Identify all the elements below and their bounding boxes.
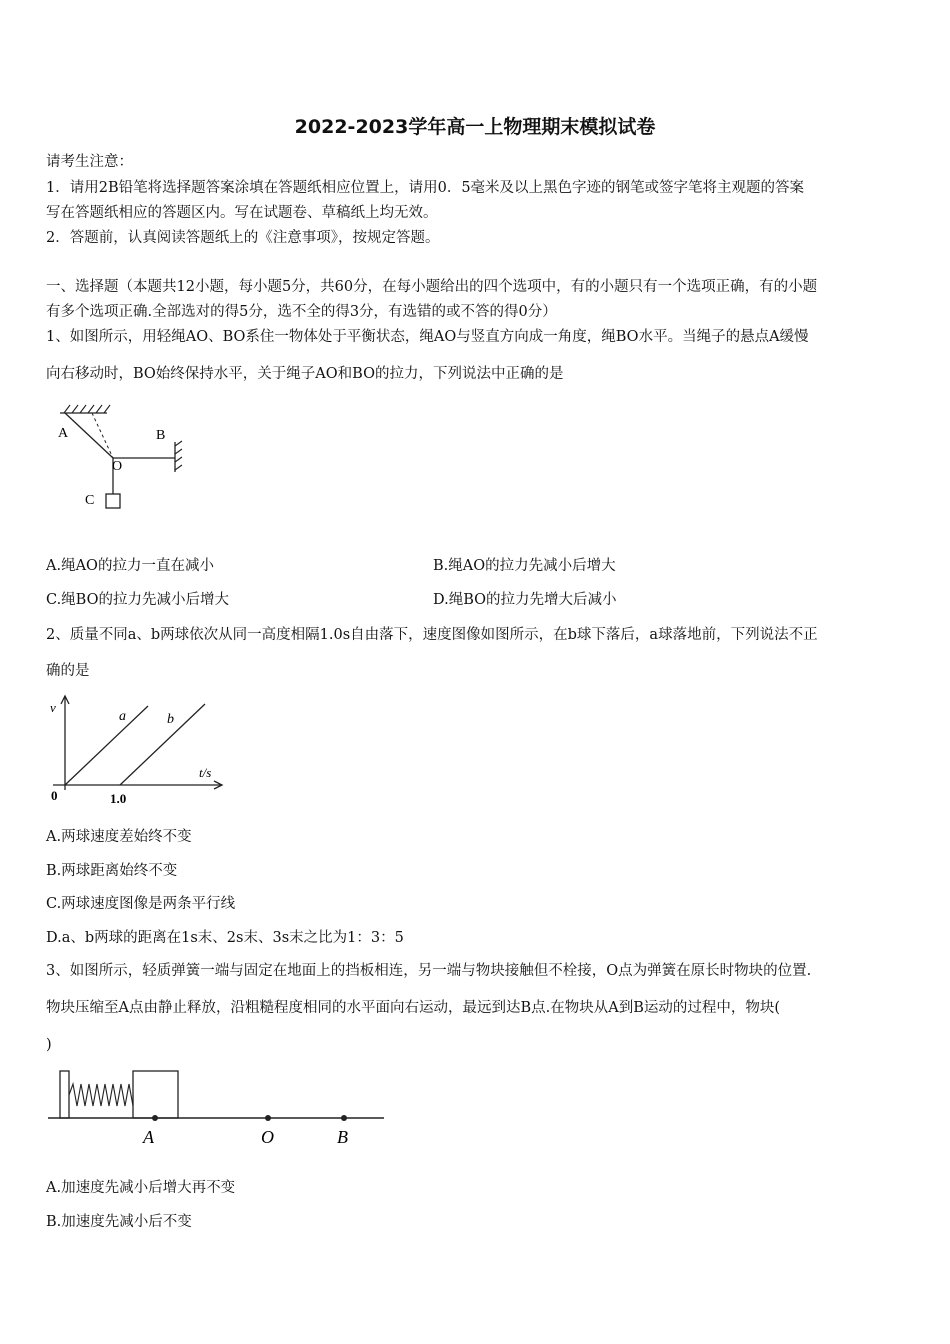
label-b: B	[156, 428, 166, 443]
rope-ao	[65, 413, 113, 458]
notice-line-1: 1．请用2B铅笔将选择题答案涂填在答题纸相应位置上，请用0．5毫米及以上黑色字迹的钢笔或签字笔将主观题的答案	[46, 180, 805, 196]
q2-stem-line-2: 确的是	[46, 663, 90, 679]
line-b	[120, 704, 205, 785]
q1-stem-line-2: 向右移动时，BO始终保持水平，关于绳子AO和BO的拉力，下列说法中正确的是	[46, 366, 564, 382]
label-a: A	[143, 1127, 154, 1147]
hanging-block	[106, 494, 120, 508]
label-v: v	[50, 700, 56, 715]
q2-velocity-graph	[45, 690, 230, 810]
block	[133, 1071, 178, 1118]
label-tick: 1.0	[110, 791, 127, 806]
q3-spring-diagram	[46, 1065, 391, 1150]
q2-stem-line-1: 2、质量不同a、b两球依次从同一高度相隔1.0s自由落下，速度图像如图所示，在b球下落后，a球落地前，下列说法不正	[46, 627, 818, 643]
q3-stem-line-1: 3、如图所示，轻质弹簧一端与固定在地面上的挡板相连，另一端与物块接触但不栓接，O点为弹簧在原长时物块的位置.	[46, 963, 812, 979]
label-line-a: a	[119, 709, 126, 724]
label-o: O	[261, 1127, 274, 1147]
point-o	[265, 1115, 271, 1121]
point-a	[152, 1115, 158, 1121]
q3-stem-line-2: 物块压缩至A点由静止释放，沿粗糙程度相同的水平面向右运动，最远到达B点.在物块从A到B运动的过程中，物块(	[46, 1000, 781, 1016]
q1-option-d: D.绳BO的拉力先增大后减小	[433, 592, 617, 608]
spring	[69, 1084, 133, 1106]
ceiling-hatch	[64, 405, 110, 413]
line-a	[65, 706, 148, 785]
q3-option-a: A.加速度先减小后增大再不变	[46, 1180, 236, 1196]
q2-option-a: A.两球速度差始终不变	[46, 829, 192, 845]
q3-option-b: B.加速度先减小后不变	[46, 1214, 192, 1230]
notice-line-2: 写在答题纸相应的答题区内。写在试题卷、草稿纸上均无效。	[46, 205, 438, 221]
section-heading-line-1: 一、选择题（本题共12小题，每小题5分，共60分，在每小题给出的四个选项中，有的小题只有一个选项正确，有的小题	[46, 279, 818, 295]
q1-option-a: A.绳AO的拉力一直在减小	[46, 558, 214, 574]
q3-stem-line-3: )	[46, 1037, 52, 1053]
notice-line-3: 2．答题前，认真阅读答题纸上的《注意事项》，按规定答题。	[46, 230, 440, 246]
q1-rope-diagram	[52, 400, 192, 515]
q2-option-b: B.两球距离始终不变	[46, 863, 178, 879]
label-o: O	[112, 459, 123, 474]
label-a: A	[58, 426, 69, 441]
q1-stem-line-1: 1、如图所示，用轻绳AO、BO系住一物体处于平衡状态，绳AO与竖直方向成一角度，绳BO水平。当绳子的悬点A缓慢	[46, 329, 809, 345]
label-b: B	[337, 1127, 348, 1147]
section-heading-line-2: 有多个选项正确.全部选对的得5分，选不全的得3分，有选错的或不答的得0分）	[46, 304, 557, 320]
q2-option-d: D.a、b两球的距离在1s末、2s末、3s末之比为1：3：5	[46, 930, 404, 946]
label-line-b: b	[167, 712, 174, 727]
label-origin: 0	[51, 788, 58, 803]
q2-option-c: C.两球速度图像是两条平行线	[46, 896, 236, 912]
page-title: 2022-2023学年高一上物理期末模拟试卷	[294, 116, 656, 138]
rope-ao-dashed	[92, 413, 113, 458]
baffle	[60, 1071, 69, 1118]
q1-option-c: C.绳BO的拉力先减小后增大	[46, 592, 229, 608]
label-c: C	[85, 493, 95, 508]
label-t: t/s	[199, 765, 212, 780]
point-b	[341, 1115, 347, 1121]
wall-hatch	[175, 441, 182, 470]
notice-heading: 请考生注意：	[46, 154, 133, 170]
q1-option-b: B.绳AO的拉力先减小后增大	[433, 558, 616, 574]
